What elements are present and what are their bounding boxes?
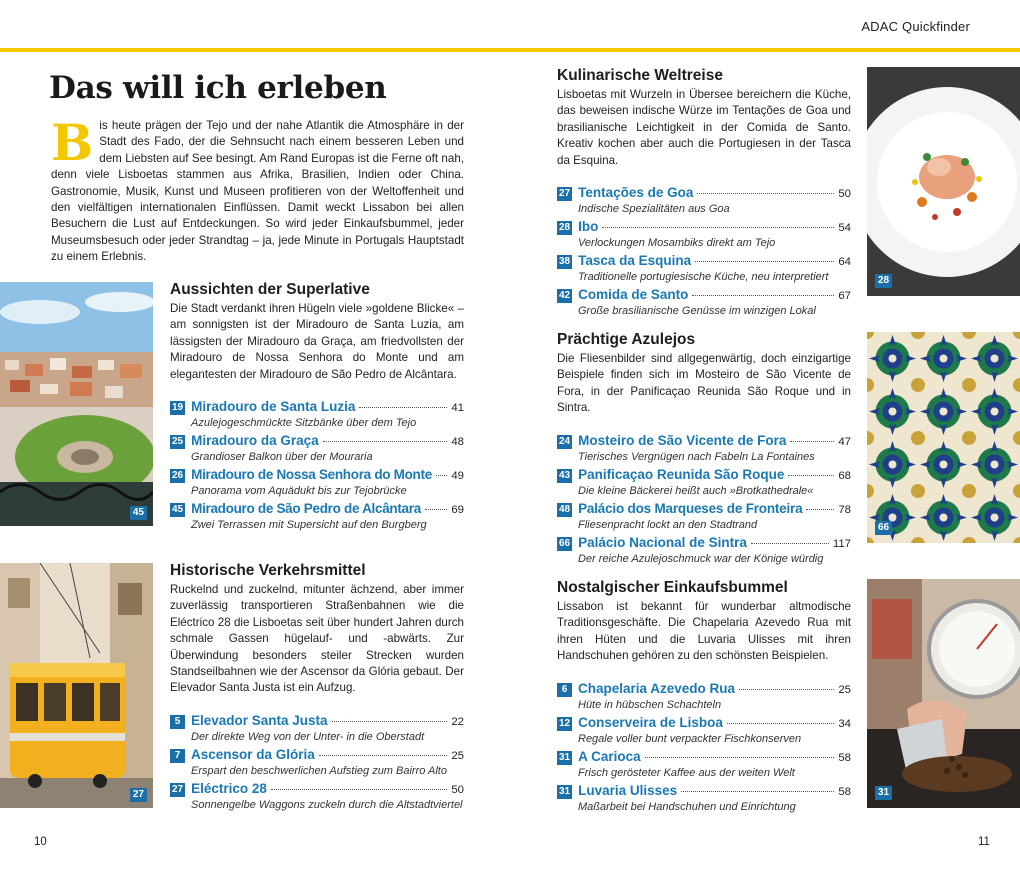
list-item[interactable]: [557, 185, 851, 217]
viewpoint-illustration: [0, 282, 153, 526]
page-title: Das will ich erleben: [49, 70, 387, 106]
poi-list: [557, 433, 851, 567]
page-number-right: 11: [978, 836, 990, 848]
leader-dots: [271, 789, 447, 790]
section-text: Die Fliesenbilder sind allgegenwärtig, doch einzigartige Beispiele finden sich im Mosteiro de São Vicente de Fora, in der Panificaçao Reunida São Roque und in Sintra.: [557, 352, 851, 415]
poi-title[interactable]: Tasca da Esquina: [578, 253, 692, 269]
section-title: Nostalgischer Einkaufsbummel: [557, 579, 788, 596]
poi-title[interactable]: Ascensor da Glória: [191, 746, 315, 762]
section-kulinarisch: [557, 66, 851, 321]
section-text: Lissabon ist bekannt für wunderbar altmodische Traditionsgeschäfte. Die Chapelaria Azevedo Rua mit ihren Hüten und die Luvaria Ulisses mit ihren Handschuhen gehören zu den schönsten Beispielen.: [557, 600, 851, 663]
list-item[interactable]: [170, 433, 464, 465]
page-ref: 117: [832, 537, 851, 550]
leader-dots: [788, 475, 834, 476]
section-title: Kulinarische Weltreise: [557, 67, 723, 84]
poi-description: Zwei Terrassen mit Supersicht auf den Burgberg: [191, 519, 427, 532]
poi-description: Sonnengelbe Waggons zuckeln durch die Altstadtviertel: [191, 798, 463, 811]
page-ref: 50: [451, 783, 464, 796]
dropcap: B: [51, 113, 94, 172]
poi-title[interactable]: Ibo: [578, 219, 599, 235]
leader-dots: [751, 543, 829, 544]
poi-number: 25: [172, 436, 184, 448]
poi-description: Tierisches Vergnügen nach Fabeln La Fontaines: [578, 450, 815, 463]
poi-title[interactable]: Tentações de Goa: [578, 185, 694, 201]
photo-food: [867, 67, 1020, 296]
page-ref: 67: [838, 290, 851, 303]
poi-title[interactable]: Miradouro da Graça: [191, 433, 319, 449]
poi-number: 27: [559, 188, 571, 200]
poi-description: Indische Spezialitäten aus Goa: [578, 203, 730, 216]
poi-description: Maßarbeit bei Handschuhen und Einrichtung: [578, 800, 796, 813]
page-ref: 78: [838, 503, 851, 516]
leader-dots: [436, 475, 447, 476]
poi-description: Regale voller bunt verpackter Fischkonserven: [578, 732, 802, 745]
list-item[interactable]: [557, 535, 851, 567]
list-item[interactable]: [170, 399, 464, 431]
poi-title[interactable]: Mosteiro de São Vicente de Fora: [578, 432, 787, 448]
leader-dots: [323, 441, 448, 442]
photo-badge: 66: [875, 521, 892, 535]
section-text: Lisboetas mit Wurzeln in Übersee bereichern die Küche, das beweisen indische Würze im Tentações de Goa und brasilianische Leichtigkeit in der Comida de Santo. Kreativ kochen aber auch die Portugiesen in der Tasca da Esquina.: [557, 88, 851, 167]
page-ref: 25: [838, 683, 851, 696]
section-title: Prächtige Azulejos: [557, 331, 696, 348]
leader-dots: [359, 407, 447, 408]
poi-number: 31: [559, 785, 571, 797]
page-ref: 47: [838, 435, 851, 448]
photo-badge: 28: [875, 274, 892, 288]
poi-number: 43: [559, 469, 571, 481]
poi-description: Der direkte Weg von der Unter- in die Oberstadt: [191, 730, 425, 743]
poi-number: 27: [172, 783, 184, 795]
leader-dots: [425, 509, 447, 510]
brand-label: ADAC Quickfinder: [861, 19, 970, 34]
poi-description: Große brasilianische Genüsse im winzigen Lokal: [578, 305, 816, 318]
poi-description: Fliesenpracht lockt an den Stadtrand: [578, 518, 758, 531]
list-item[interactable]: [557, 287, 851, 319]
leader-dots: [790, 441, 834, 442]
list-item[interactable]: [557, 501, 851, 533]
photo-badge: 45: [130, 506, 147, 520]
leader-dots: [332, 721, 448, 722]
poi-number: 66: [559, 537, 571, 549]
poi-title[interactable]: Panificaçao Reunida São Roque: [578, 466, 785, 482]
poi-number: 48: [559, 503, 571, 515]
leader-dots: [319, 755, 448, 756]
poi-number: 28: [559, 222, 571, 234]
poi-description: Erspart den beschwerlichen Aufstieg zum Bairro Alto: [191, 764, 447, 777]
page-ref: 54: [838, 222, 851, 235]
section-azulejos: [557, 330, 851, 569]
section-title: Aussichten der Superlative: [170, 281, 370, 298]
poi-description: Verlockungen Mosambiks direkt am Tejo: [578, 237, 776, 250]
poi-number: 6: [557, 683, 572, 697]
list-item[interactable]: [557, 219, 851, 251]
poi-description: Traditionelle portugiesische Küche, neu interpretiert: [578, 271, 829, 284]
section-title: Historische Verkehrsmittel: [170, 562, 366, 579]
section-text: Ruckelnd und zuckelnd, mitunter ächzend, aber immer zuverlässig transportieren Straßenbahnen wie die Eléctrico 28 die Lisboetas seit über hundert Jahren durch schmale Gassen hügelauf- und -abwärts. Zur Überwindung besonders steiler Strecken wurden Standseilbahnen wie der Ascensor da Glória gebaut. Der Elevador Santa Justa ist ein Aufzug.: [170, 583, 464, 695]
leader-dots: [739, 689, 834, 690]
page-ref: 34: [838, 717, 851, 730]
page-ref: 22: [451, 715, 464, 728]
list-item[interactable]: [557, 433, 851, 465]
list-item[interactable]: [170, 747, 464, 779]
poi-title[interactable]: Palácio dos Marqueses de Fronteira: [578, 500, 803, 516]
section-einkauf: [557, 578, 851, 817]
page-ref: 25: [451, 749, 464, 762]
poi-title[interactable]: A Carioca: [578, 748, 641, 764]
poi-title[interactable]: Chapelaria Azevedo Rua: [578, 680, 736, 696]
list-item[interactable]: [170, 467, 464, 499]
poi-number: 38: [559, 256, 571, 268]
photo-azulejos: [867, 332, 1020, 543]
poi-list: [170, 713, 464, 813]
section-aussichten: [170, 280, 464, 535]
poi-number: 5: [170, 715, 185, 729]
poi-title[interactable]: Miradouro de Santa Luzia: [191, 399, 356, 415]
poi-number: 45: [172, 504, 184, 516]
azulejo-pattern-illustration: [867, 332, 1020, 543]
leader-dots: [695, 261, 834, 262]
poi-title[interactable]: Comida de Santo: [578, 287, 689, 303]
list-item[interactable]: [170, 713, 464, 745]
food-plate-illustration: [867, 67, 1020, 296]
intro-paragraph: [51, 113, 464, 266]
page-ref: 64: [838, 256, 851, 269]
poi-title[interactable]: Miradouro de São Pedro de Alcântara: [191, 501, 421, 517]
poi-title[interactable]: Conserveira de Lisboa: [578, 714, 723, 730]
poi-description: Azulejogeschmückte Sitzbänke über dem Tejo: [191, 417, 417, 430]
photo-viewpoint: [0, 282, 153, 526]
tram-illustration: [0, 563, 153, 808]
leader-dots: [681, 791, 834, 792]
intro-text: is heute prägen der Tejo und der nahe Atlantik die Atmosphäre in der Stadt des Fado, der die Sehnsucht nach einem besseren Leben und dem Liebsten auf See besingt. Am Rand Europas ist die Ferne oft nah, denn viele Lisboetas stammen aus Afrika, Brasilien, Indien oder China. Gastronomie, Musik, Kunst und Museen profitieren von der Weltoffenheit und den vielfältigen internationalen Einflüssen. Damit weckt Lissabon bei allen Besuchern die Lust auf Entdeckungen. So wird jeder Einkaufsbummel, jeder Museumsbesuch oder jeder Strandtag – ja, jede Minute in Portugals Hauptstadt zu einem Erlebnis.: [51, 119, 464, 264]
poi-description: Frisch gerösteter Kaffee aus der weiten Welt: [578, 766, 795, 779]
photo-badge: 27: [130, 788, 147, 802]
coffee-scale-illustration: [867, 579, 1020, 808]
poi-title[interactable]: Miradouro de Nossa Senhora do Monte: [191, 467, 432, 483]
section-verkehr: [170, 561, 464, 815]
poi-list: [170, 399, 464, 533]
poi-number: 24: [559, 435, 571, 447]
poi-number: 31: [559, 751, 571, 763]
page-ref: 58: [838, 785, 851, 798]
poi-list: [557, 185, 851, 319]
poi-number: 12: [559, 717, 571, 729]
list-item[interactable]: [557, 715, 851, 747]
poi-list: [557, 681, 851, 815]
leader-dots: [645, 757, 835, 758]
poi-description: Hüte in hübschen Schachteln: [578, 698, 722, 711]
leader-dots: [697, 193, 834, 194]
poi-description: Die kleine Bäckerei heißt auch »Brotkathedrale«: [578, 484, 814, 497]
page-ref: 50: [838, 188, 851, 201]
page-ref: 68: [838, 469, 851, 482]
poi-description: Panorama vom Aquädukt bis zur Tejobrücke: [191, 485, 407, 498]
photo-badge: 31: [875, 786, 892, 800]
list-item[interactable]: [557, 749, 851, 781]
poi-title[interactable]: Palácio Nacional de Sintra: [578, 534, 747, 550]
page-number-left: 10: [34, 836, 47, 848]
page-ref: 48: [451, 436, 464, 449]
list-item[interactable]: [170, 501, 464, 533]
photo-coffee: [867, 579, 1020, 808]
poi-description: Grandioser Balkon über der Mouraria: [191, 451, 373, 464]
poi-title[interactable]: Luvaria Ulisses: [578, 782, 678, 798]
section-text: Die Stadt verdankt ihren Hügeln viele »goldene Blicke« – am sonnigsten ist der Miradouro de Santa Luzia, am lässigsten der Miradouro da Graça, am friedvollsten der Miradouro de Nossa Senhora do Monte und am elegantesten der Miradouro de São Pedro de Alcântara.: [170, 302, 464, 381]
page-ref: 69: [451, 504, 464, 517]
leader-dots: [806, 509, 834, 510]
list-item[interactable]: [557, 253, 851, 285]
page-ref: 58: [838, 751, 851, 764]
poi-number: 7: [170, 749, 185, 763]
list-item[interactable]: [557, 467, 851, 499]
poi-description: Der reiche Azulejoschmuck war der Könige würdig: [578, 552, 824, 565]
list-item[interactable]: [557, 783, 851, 815]
poi-number: 19: [172, 402, 184, 414]
page-ref: 49: [451, 470, 464, 483]
poi-number: 42: [559, 290, 571, 302]
leader-dots: [692, 295, 834, 296]
poi-title[interactable]: Elevador Santa Justa: [191, 712, 328, 728]
photo-tram: [0, 563, 153, 808]
page-ref: 41: [451, 402, 464, 415]
poi-title[interactable]: Eléctrico 28: [191, 780, 267, 796]
header-rule: [0, 48, 1020, 52]
list-item[interactable]: [557, 681, 851, 713]
poi-number: 26: [172, 470, 184, 482]
list-item[interactable]: [170, 781, 464, 813]
leader-dots: [602, 227, 834, 228]
leader-dots: [727, 723, 834, 724]
